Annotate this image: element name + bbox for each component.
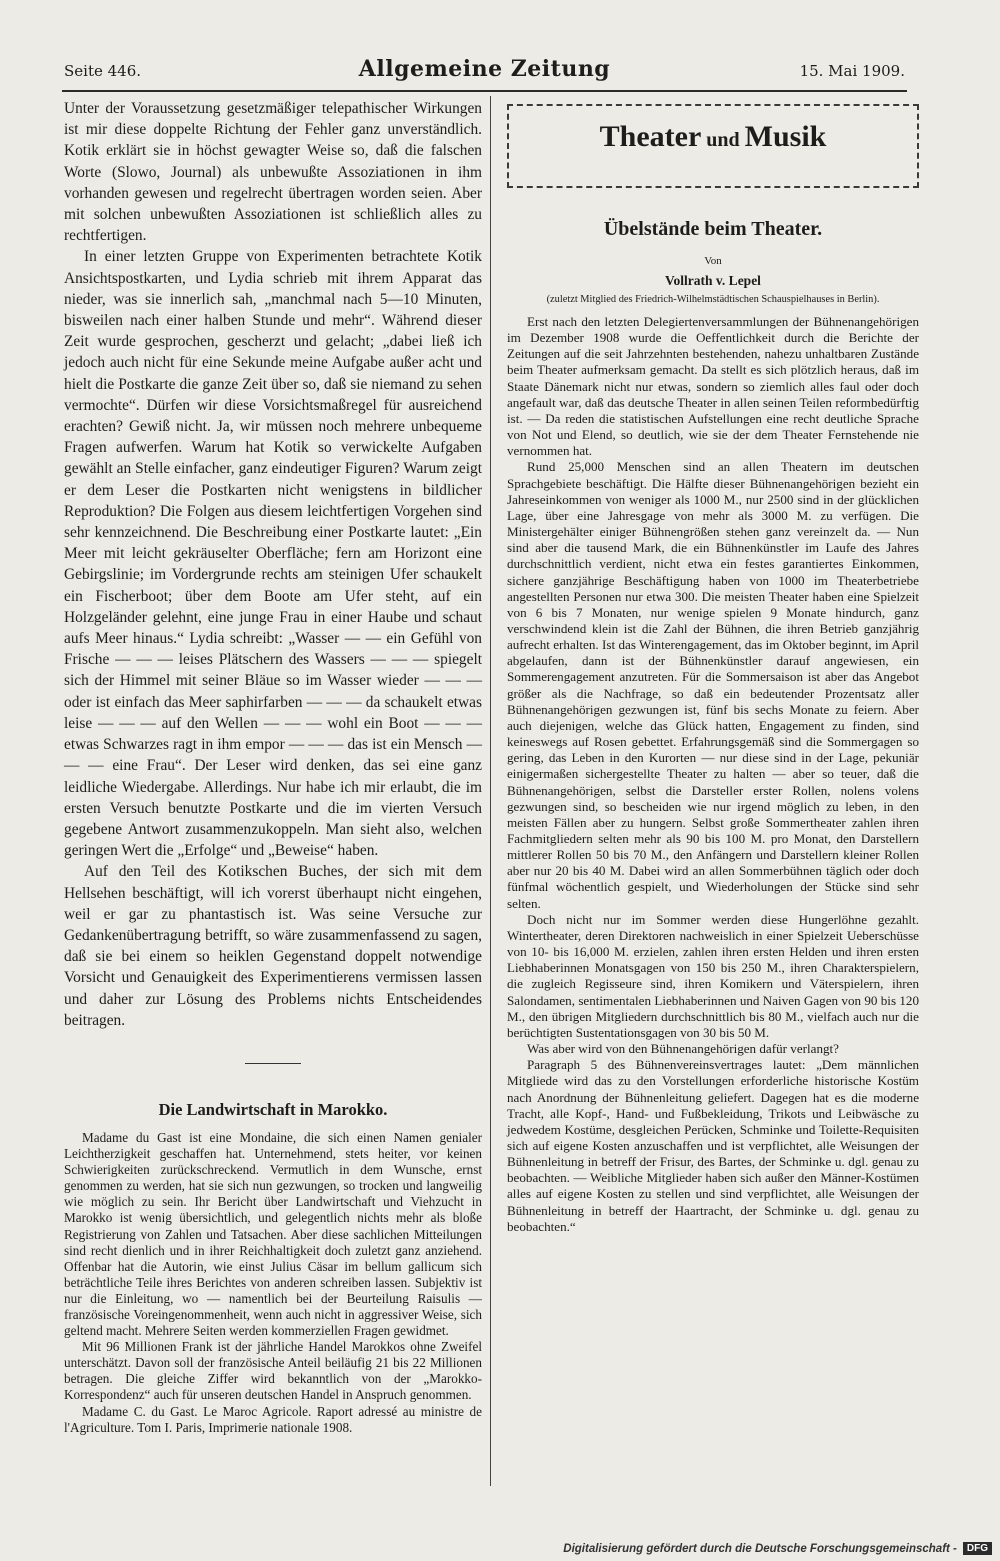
newspaper-title: Allgemeine Zeitung (358, 56, 611, 82)
issue-date: 15. Mai 1909. (799, 62, 905, 80)
banner-musik: Musik (744, 120, 827, 153)
column-divider (490, 96, 491, 1486)
banner-und: und (701, 129, 745, 151)
article-author: Vollrath v. Lepel (665, 273, 761, 288)
author-note: (zuletzt Mitglied des Friedrich-Wilhelmstädtischen Schauspielhauses in Berlin). (546, 294, 880, 305)
section-separator (245, 1063, 301, 1064)
right-paragraph-4: Was aber wird von den Bühnenangehörigen dafür verlangt? (527, 1041, 839, 1057)
banner-theater: Theater (599, 120, 702, 153)
byline-von: Von (704, 255, 722, 267)
source-citation: Madame C. du Gast. Le Maroc Agricole. Raport adressé au ministre de l'Agriculture. Tom I. Paris, Imprimerie nationale 1908. (64, 1403, 482, 1435)
masthead (62, 52, 907, 92)
right-paragraph-2: Rund 25,000 Menschen sind an allen Theatern im deutschen Sprachgebiete beschäftigt. Die Hälfte dieser Bühnenangehörigen bezieht ein Jahreseinkommen von weniger als 1000 M., nur 2500 sind in der glücklichen Lage, über eine Jahresgage von mehr als 3000 M. zu verfügen. Die Ministergehälter einiger Bühnengrößen stehen ganz vereinzelt da. — Nun sind aber die tausend Mark, die ein Bühnenkünstler im Laufe des Jahres durchschnittlich verdient, nicht etwa ein festes garantiertes Einkommen, sichere ganzjährige Beschäftigung haben von 1000 im Theaterbetriebe angestellten Personen nur etwa 300. Die meisten Theater haben eine Spielzeit von 6 bis 7 Monaten, nur wenige spielen 9 Monate hindurch, ganz verschwindend klein ist die Zahl der Bühnen, die ihren Betrieb ganzjährig aufrecht erhalten. Ist das Winterengagement, das im Oktober beginnt, im April abgelaufen, dann ist der Bühnenkünstler darauf angewiesen, ein Sommerengagement anzutreten. Für die Sommersaison ist aber das Angebot größer als die Nachfrage, so daß ein bedeutender Prozentsatz aller Bühnenangehörigen gezwungen ist, fünf bis sechs Monate zu feiern. Aber auch diejenigen, welche das Glück hatten, Engagement zu finden, sind keineswegs auf Rosen gebettet. Erfahrungsgemäß sind die Sommergagen so gering, das Leben in den Kurorten — nur diese sind in der Lage, pekuniär einigermaßen sichergestellte Theater zu halten — aber so teuer, daß die Bühnenangehörigen, selbst die Darsteller erster Rollen, nolens volens gezwungen sind, so bescheiden wie nur irgend möglich zu leben, in den meisten Fällen aber zu hungern. Selbst große Sommertheater zahlen ihren Fachmitgliedern selten mehr als 90 bis 100 M. pro Monat, den Darstellern mittlerer Rollen 50 bis 70 M., den Anfängern und Darstellern kleiner Rollen aber nur 20 bis 40 M. Dabei wird an allen Sommerbühnen täglich oder doch fünfmal wöchentlich gespielt, und Wiederholungen der Stücke sind sehr selten. (507, 459, 919, 911)
footer-text: Digitalisierung gefördert durch die Deutsche Forschungsgemeinschaft - (563, 1542, 957, 1555)
page-number: Seite 446. (64, 62, 142, 80)
subheading-landwirtschaft: Die Landwirtschaft in Marokko. (158, 1099, 388, 1119)
header-rule (62, 90, 907, 92)
right-paragraph-5: Paragraph 5 des Bühnenvereinsvertrages lautet: „Dem männlichen Mitgliede wird das zu den Vorstellungen erforderliche historische Kostüm nach Anordnung der Bühnenleitung geliefert. Dagegen hat es die moderne Tracht, alle Kopf-, Hand- und Fußbekleidung, Trikots und Leibwäsche zu jedwedem Kostüme, desgleichen Perücken, Schminke und Toilette-Requisiten sich auf eigene Kosten anzuschaffen und ist verpflichtet, alle Weisungen der Bühnenleitung in betreff der Frisur, des Bartes, der Schminke u. dgl. genau zu beobachten. — Weibliche Mitglieder haben sich außer den Männer-Kostümen alles auf eigene Kosten zu stellen und sind verpflichtet, alle Weisungen der Bühnenleitung in betreff der Haartracht, der Schminke u. dgl. genau zu beobachten.“ (507, 1057, 919, 1234)
digitization-footer (563, 1542, 992, 1555)
right-column (507, 104, 919, 1235)
left-column (64, 98, 482, 1436)
review-paragraph-2: Mit 96 Millionen Frank ist der jährliche Handel Marokkos ohne Zweifel unterschätzt. Davon soll der französische Anteil beiläufig 21 bis 22 Millionen betragen. Die gleiche Ziffer wird bekanntlich von der „Marokko-Korrespondenz“ auch für unseren deutschen Handel in Anspruch genommen. (64, 1339, 482, 1403)
dfg-logo: DFG (963, 1542, 992, 1555)
left-paragraph-2: In einer letzten Gruppe von Experimenten betrachtete Kotik Ansichtspostkarten, und Lydia schrieb mit ihrem Apparat das nieder, was sie innerlich sah, „manchmal nach 5—10 Minuten, bisweilen nach einer halben Stunde und mehr“. Während dieser Zeit wurde gesprochen, gescherzt und gelacht; „dabei ließ ich jedoch auch nicht für eine Sekunde meine Aufgabe außer acht und hielt die Postkarte die ganze Zeit über so, daß sie niemand zu sehen vermochte“. Dürfen wir diese Vorsichtsmaßregel für ausreichend erachten? Gewiß nicht. Ja, wir müssen noch mehrere unbequeme Fragen aufwerfen. Warum hat Kotik so verwickelte Aufgaben gewählt an Stelle einfacher, ganz eindeutiger Figuren? Warum zeigt er dem Leser die Postkarten nicht wenigstens in bildlicher Reproduktion? Die Folgen aus diesem leichtfertigen Vorgehen sind sehr kennzeichnend. Die Beschreibung einer Postkarte lautet: „Ein Meer mit leicht gekräuselter Oberfläche; fern am Horizont eine Gebirgslinie; im Vordergrunde rechts am steinigen Ufer schaukelt ein Fischerboot; über dem Boote am Ufer steht, auf ein Holzgeländer gelehnt, eine junge Frau in einer Haube und schaut aufs Meer hinaus.“ Lydia schreibt: „Wasser — — ein Gefühl von Frische — — — leises Plätschern des Wassers — — — spiegelt sich der Himmel mit seiner Bläue so im Wasser wieder — — — oder ist einfach das Meer saphirfarben — — — da schaukelt etwas leise — — — auf den Wellen — — — wohl ein Boot — — — etwas Schwarzes ragt in ihm empor — — — das ist ein Mensch — — — eine Frau“. Der Leser wird denken, das sei eine ganz leidliche Wiedergabe. Allerdings. Nur habe ich mir erlaubt, die im ersten Versuch benutzte Postkarte und die im vierten Versuch gegebene Antwort zusammenzukoppeln. Man sieht also, welchen geringen Wert die „Erfolge“ und „Beweise“ haben. (64, 248, 482, 860)
left-paragraph-1: Unter der Voraussetzung gesetzmäßiger telepathischer Wirkungen ist mir diese doppelte Richtung der Fehler ganz unverständlich. Kotik erklärt sie in höchst gewagter Weise so, daß die falschen Worte (Slowo, Journal) als unbewußte Assoziationen in ihm vorhanden gewesen und regelrecht übertragen worden seien. Aber mit solchen unbewußten Assoziationen ist schließlich alles zu rechtfertigen. (64, 100, 482, 245)
article-title: Übelstände beim Theater. (603, 218, 823, 240)
right-paragraph-1: Erst nach den letzten Delegiertenversammlungen der Bühnenangehörigen im Dezember 1908 wurde die Oeffentlichkeit durch die Berichte der Zeitungen auf die seit Jahrzehnten bestehenden, nahezu unhaltbaren Zustände beim Theater aufmerksam gemacht. Da stellt es sich plötzlich heraus, daß im Staate Dänemark nicht nur etwas, sondern so ziemlich alles faul oder doch angefault war, daß das deutsche Theater in allen seinen Teilen reformbedürftig ist. — Da reden die statistischen Aufstellungen eine recht deutliche Sprache von Not und Elend, so deutlich, wie sie der dem Theater Fernstehende nie vernommen hat. (507, 314, 919, 459)
review-paragraph-1: Madame du Gast ist eine Mondaine, die sich einen Namen genialer Leichtherzigkeit geschaffen hat. Unternehmend, stets heiter, vor keinen Schwierigkeiten zurückschreckend. Vermutlich in dem Wunsche, ernst genommen zu werden, hat sie sich nun gezwungen, so trocken und langweilig wie möglich zu sein. Ihr Bericht über Landwirtschaft und Viehzucht in Marokko ist wenig übersichtlich, und gelegentlich nichts mehr als bloße Registrierung von Zahlen und Tatsachen. Aber diese sachlichen Mitteilungen sind recht dienlich und in ihrer Reichhaltigkeit doch zuletzt ganz anziehend. Offenbar hat die Autorin, wie einst Julius Cäsar im bellum gallicum sich beträchtliche Teile ihres Berichtes von anderen schreiben lassen. Subjektiv ist nur die Einleitung, wo — namentlich bei der Beurteilung Raisulis — französische Voreingenommenheit, wenn auch nicht in aggressiver Weise, sich geltend macht. Mehrere Seiten werden kommerziellen Fragen gewidmet. (64, 1129, 482, 1339)
right-paragraph-3: Doch nicht nur im Sommer werden diese Hungerlöhne gezahlt. Wintertheater, deren Direktoren nachweislich in einer Spielzeit Ueberschüsse von 10- bis 16,000 M. erzielen, zahlen ihren ersten Helden und ihren ersten Liebhaberinnen Monatsgagen von 150 bis 250 M., ihren Charakterspielern, die zugleich Regisseure sind, ihren Komikern und Väterspielern, ihren Salondamen, sentimentalen Liebhaberinnen und Naiven Gagen von 90 bis 120 M., den übrigen Mitgliedern durchschnittlich bis 80 M., vielfach auch nur die berüchtigten Sustentationsgagen von 30 bis 50 M. (507, 911, 919, 1040)
section-banner (507, 104, 919, 188)
left-paragraph-3: Auf den Teil des Kotikschen Buches, der sich mit dem Hellsehen beschäftigt, will ich vorerst überhaupt nicht eingehen, weil er gar zu phantastisch ist. Was seine Versuche zur Gedankenübertragung betrifft, so wäre zusammenfassend zu sagen, daß sie bei einem so heiklen Gegenstand doppelt notwendige Vorsicht und Genauigkeit des Experimentierens vermissen lassen und daher zur Lösung des Problems nichts Entscheidendes beitragen. (64, 863, 482, 1029)
